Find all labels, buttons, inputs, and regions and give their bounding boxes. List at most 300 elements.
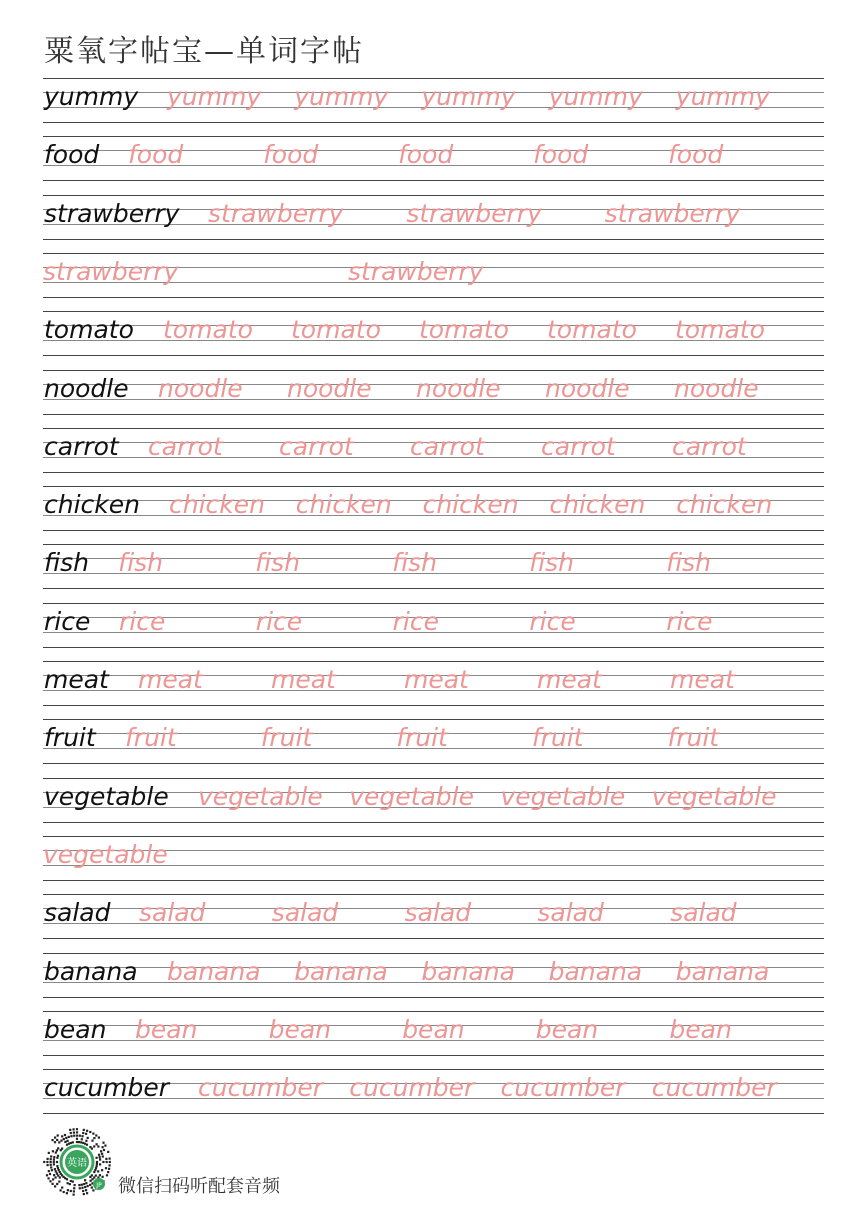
qr-dot xyxy=(57,1147,59,1149)
qr-dot xyxy=(109,1161,111,1163)
trace-word: fish xyxy=(255,548,301,578)
ruled-line xyxy=(43,1011,824,1012)
ruled-line xyxy=(43,180,824,181)
model-word: tomato xyxy=(44,315,134,345)
ruled-line xyxy=(43,253,824,254)
qr-dot xyxy=(96,1165,98,1167)
qr-dot xyxy=(53,1156,55,1158)
qr-dot xyxy=(54,1185,56,1187)
trace-word: noodle xyxy=(674,373,759,403)
trace-word: food xyxy=(668,140,724,170)
ruled-line xyxy=(43,1055,824,1056)
qr-dot xyxy=(68,1143,70,1145)
qr-badge-label: 英语 xyxy=(67,1158,87,1169)
trace-word: yummy xyxy=(294,82,389,111)
qr-dot xyxy=(70,1142,72,1144)
trace-word: yummy xyxy=(548,82,643,111)
qr-dot xyxy=(99,1174,101,1176)
qr-dot xyxy=(83,1193,85,1195)
qr-dot xyxy=(53,1161,55,1163)
qr-dot xyxy=(56,1139,58,1141)
ruled-line xyxy=(43,486,824,487)
qr-dot xyxy=(93,1145,95,1147)
qr-dot xyxy=(81,1135,83,1137)
trace-word: tomato xyxy=(291,315,381,345)
qr-dot xyxy=(106,1161,108,1163)
model-word: bean xyxy=(44,1014,107,1044)
qr-dot xyxy=(93,1137,95,1139)
practice-row xyxy=(43,1069,824,1113)
trace-word: bean xyxy=(268,1014,332,1044)
practice-row xyxy=(43,486,824,530)
qr-dot xyxy=(66,1144,68,1146)
qr-dot xyxy=(97,1170,99,1172)
qr-dot xyxy=(49,1180,51,1182)
qr-dot xyxy=(69,1183,71,1185)
qr-dot xyxy=(53,1159,55,1161)
qr-dot xyxy=(61,1135,63,1137)
qr-dot xyxy=(96,1163,98,1165)
ruled-line xyxy=(43,953,824,954)
qr-dot xyxy=(94,1169,96,1171)
qr-dot xyxy=(56,1165,58,1167)
qr-dot xyxy=(70,1132,72,1134)
trace-word: strawberry xyxy=(604,198,741,228)
page-title: 粟氧字帖宝—单词字帖 xyxy=(44,34,364,69)
qr-dot xyxy=(73,1135,75,1137)
qr-dot xyxy=(65,1137,67,1139)
ruled-line xyxy=(43,297,824,298)
ruled-line xyxy=(43,239,824,240)
qr-dot xyxy=(91,1187,93,1189)
practice-row xyxy=(43,544,824,588)
ruled-line xyxy=(43,938,824,939)
qr-dot xyxy=(50,1158,52,1160)
qr-dot xyxy=(91,1140,93,1142)
qr-dot xyxy=(103,1149,105,1151)
model-word: strawberry xyxy=(44,198,180,228)
ruled-line xyxy=(43,1069,824,1070)
trace-word: vegetable xyxy=(198,781,323,811)
practice-row xyxy=(43,370,824,414)
trace-word: yummy xyxy=(675,82,770,111)
qr-dot xyxy=(69,1129,71,1131)
trace-word: noodle xyxy=(158,373,243,403)
trace-word: cucumber xyxy=(198,1073,324,1103)
qr-dot xyxy=(85,1133,87,1135)
model-word: rice xyxy=(44,606,91,636)
qr-dot xyxy=(102,1155,104,1157)
qr-dot xyxy=(73,1132,75,1134)
trace-word: carrot xyxy=(541,431,616,461)
trace-word: bean xyxy=(535,1014,599,1044)
qr-dot xyxy=(85,1182,87,1184)
trace-word: vegetable xyxy=(43,839,168,869)
qr-dot xyxy=(66,1192,68,1194)
trace-word: vegetable xyxy=(349,781,474,811)
practice-row xyxy=(43,1011,824,1055)
qr-dot xyxy=(81,1184,83,1186)
qr-dot xyxy=(84,1179,86,1181)
trace-word: fish xyxy=(529,548,575,578)
practice-row xyxy=(43,253,824,297)
qr-dot xyxy=(53,1174,55,1176)
ruled-line xyxy=(43,822,824,823)
qr-dot xyxy=(54,1141,56,1143)
qr-dot xyxy=(53,1163,55,1165)
qr-dot xyxy=(48,1177,50,1179)
qr-dot xyxy=(56,1157,58,1159)
qr-dot xyxy=(73,1190,75,1192)
trace-word: food xyxy=(398,140,454,170)
qr-dot xyxy=(59,1171,61,1173)
qr-dot xyxy=(109,1164,111,1166)
qr-dot xyxy=(81,1187,83,1189)
qr-dot xyxy=(79,1135,81,1137)
qr-dot xyxy=(108,1168,110,1170)
trace-word: rice xyxy=(255,606,303,636)
qr-dot xyxy=(78,1141,80,1143)
trace-word: carrot xyxy=(148,431,223,461)
qr-code-icon[interactable] xyxy=(40,1126,116,1200)
ruled-line xyxy=(43,428,824,429)
qr-dot xyxy=(56,1149,58,1151)
qr-dot xyxy=(109,1158,111,1160)
qr-dot xyxy=(58,1141,60,1143)
ruled-line xyxy=(43,370,824,371)
ruled-line xyxy=(43,78,824,79)
trace-word: chicken xyxy=(422,490,519,520)
qr-dot xyxy=(81,1138,83,1140)
trace-word: chicken xyxy=(549,490,646,520)
trace-word: carrot xyxy=(672,431,747,461)
qr-dot xyxy=(82,1190,84,1192)
qr-dot xyxy=(84,1143,86,1145)
trace-word: meat xyxy=(670,665,735,694)
ruled-line xyxy=(43,719,824,720)
qr-dot xyxy=(73,1128,75,1130)
qr-dot xyxy=(63,1138,65,1140)
trace-word: chicken xyxy=(295,490,392,520)
trace-word: banana xyxy=(167,956,261,986)
trace-word: salad xyxy=(139,898,206,928)
qr-dot xyxy=(49,1173,51,1175)
qr-dot xyxy=(51,1169,53,1171)
practice-row xyxy=(43,428,824,472)
qr-dot xyxy=(73,1187,75,1189)
qr-dot xyxy=(54,1168,56,1170)
trace-word: salad xyxy=(537,898,604,928)
qr-dot xyxy=(48,1170,50,1172)
ruled-line xyxy=(43,355,824,356)
trace-word: fruit xyxy=(531,723,584,753)
practice-row xyxy=(43,78,824,122)
qr-dot xyxy=(76,1131,78,1133)
qr-dot xyxy=(64,1134,66,1136)
qr-dot xyxy=(82,1132,84,1134)
qr-dot xyxy=(52,1139,54,1141)
footer xyxy=(40,1126,340,1200)
qr-dot xyxy=(107,1171,109,1173)
qr-dot xyxy=(102,1161,104,1163)
qr-dot xyxy=(57,1134,59,1136)
model-word: salad xyxy=(44,898,111,928)
model-word: carrot xyxy=(44,431,119,461)
ruled-line xyxy=(43,836,824,837)
qr-dot xyxy=(74,1184,76,1186)
qr-dot xyxy=(70,1180,72,1182)
qr-dot xyxy=(100,1150,102,1152)
practice-row xyxy=(43,661,824,705)
trace-word: rice xyxy=(529,606,576,636)
qr-dot xyxy=(92,1189,94,1191)
qr-dot xyxy=(90,1180,92,1182)
qr-dot xyxy=(85,1140,87,1142)
qr-dot xyxy=(57,1155,59,1157)
qr-dot xyxy=(89,1184,91,1186)
qr-dot xyxy=(76,1138,78,1140)
trace-word: rice xyxy=(119,606,166,636)
practice-row xyxy=(43,603,824,647)
qr-dot xyxy=(83,1183,85,1185)
qr-dot xyxy=(93,1171,95,1173)
ruled-line xyxy=(43,647,824,648)
ruled-line xyxy=(43,544,824,545)
ruled-line xyxy=(43,661,824,662)
trace-word: bean xyxy=(669,1014,732,1044)
trace-word: noodle xyxy=(416,373,501,403)
trace-word: strawberry xyxy=(348,256,484,286)
qr-dot xyxy=(96,1143,98,1145)
trace-word: carrot xyxy=(410,431,485,461)
trace-word: fruit xyxy=(260,723,313,753)
qr-dot xyxy=(61,1148,63,1150)
qr-dot xyxy=(55,1170,57,1172)
qr-dot xyxy=(47,1164,49,1166)
qr-dot xyxy=(89,1176,91,1178)
qr-dot xyxy=(95,1175,97,1177)
ruled-line xyxy=(43,414,824,415)
qr-dot xyxy=(80,1141,82,1143)
qr-dot xyxy=(58,1169,60,1171)
trace-word: fruit xyxy=(396,723,448,753)
qr-dot xyxy=(59,1176,61,1178)
qr-dot xyxy=(50,1166,52,1168)
qr-dot xyxy=(43,1161,45,1163)
qr-dot xyxy=(82,1142,84,1144)
qr-dot xyxy=(67,1189,69,1191)
qr-dot xyxy=(50,1155,52,1157)
trace-word: strawberry xyxy=(43,256,179,286)
qr-dot xyxy=(70,1135,72,1137)
trace-word: banana xyxy=(294,956,388,986)
qr-dot xyxy=(91,1148,93,1150)
trace-word: bean xyxy=(135,1014,198,1044)
model-word: cucumber xyxy=(44,1073,170,1103)
ruled-line xyxy=(43,472,824,473)
qr-dot xyxy=(85,1189,87,1191)
qr-dot xyxy=(96,1157,98,1159)
trace-word: tomato xyxy=(419,315,509,345)
trace-word: strawberry xyxy=(406,198,542,228)
qr-dot xyxy=(63,1191,65,1193)
trace-word: fruit xyxy=(125,723,177,753)
qr-dot xyxy=(50,1161,52,1163)
trace-word: chicken xyxy=(676,490,773,520)
trace-word: cucumber xyxy=(651,1073,777,1103)
practice-row xyxy=(43,836,824,880)
qr-dot xyxy=(56,1183,58,1185)
trace-word: food xyxy=(128,140,184,170)
qr-dot xyxy=(68,1136,70,1138)
ruled-line xyxy=(43,136,824,137)
qr-dot xyxy=(48,1152,50,1154)
qr-dot xyxy=(58,1181,60,1183)
qr-dot xyxy=(54,1137,56,1139)
qr-dot xyxy=(76,1135,78,1137)
ruled-line xyxy=(43,705,824,706)
ruled-line xyxy=(43,778,824,779)
trace-word: noodle xyxy=(287,373,372,403)
qr-dot xyxy=(83,1129,85,1131)
trace-word: meat xyxy=(271,665,336,694)
model-word: chicken xyxy=(44,490,140,520)
trace-word: vegetable xyxy=(500,781,626,811)
trace-word: yummy xyxy=(167,82,262,111)
ruled-line xyxy=(43,880,824,881)
trace-word: noodle xyxy=(545,373,630,403)
model-word: banana xyxy=(44,956,138,986)
trace-word: food xyxy=(263,140,319,170)
trace-word: meat xyxy=(537,665,602,694)
qr-dot xyxy=(98,1154,100,1156)
qr-dot xyxy=(50,1164,52,1166)
qr-dot xyxy=(99,1159,101,1161)
qr-dot xyxy=(61,1187,63,1189)
ruled-line xyxy=(43,894,824,895)
qr-dot xyxy=(57,1167,59,1169)
ruled-line xyxy=(43,530,824,531)
trace-word: cucumber xyxy=(349,1073,475,1103)
ruled-line xyxy=(43,763,824,764)
ruled-line xyxy=(43,603,824,604)
qr-dot xyxy=(102,1146,104,1148)
qr-dot xyxy=(56,1173,58,1175)
qr-dot xyxy=(96,1161,98,1163)
ruled-line xyxy=(43,588,824,589)
qr-dot xyxy=(89,1131,91,1133)
footer-caption: 微信扫码听配套音频 xyxy=(118,1176,280,1197)
practice-row xyxy=(43,894,824,938)
trace-word: fish xyxy=(118,548,164,578)
qr-dot xyxy=(99,1163,101,1165)
qr-dot xyxy=(95,1167,97,1169)
trace-word: yummy xyxy=(421,82,516,111)
trace-word: chicken xyxy=(169,490,265,520)
trace-word: carrot xyxy=(279,431,354,461)
qr-dot xyxy=(46,1161,48,1163)
trace-word: salad xyxy=(670,898,737,928)
qr-dot xyxy=(57,1175,59,1177)
trace-word: banana xyxy=(421,956,515,986)
qr-dot xyxy=(52,1183,54,1185)
qr-dot xyxy=(87,1185,89,1187)
qr-dot xyxy=(91,1178,93,1180)
ruled-line xyxy=(43,1113,824,1114)
model-word: noodle xyxy=(44,373,129,403)
trace-word: bean xyxy=(402,1014,465,1044)
trace-word: tomato xyxy=(163,315,253,345)
practice-row xyxy=(43,719,824,763)
qr-dot xyxy=(47,1158,49,1160)
qr-dot xyxy=(106,1174,108,1176)
model-word: food xyxy=(44,140,100,170)
ruled-line xyxy=(43,195,824,196)
qr-dot xyxy=(52,1150,54,1152)
qr-dot xyxy=(78,1184,80,1186)
model-word: meat xyxy=(44,665,109,694)
qr-dot xyxy=(101,1153,103,1155)
trace-word: fish xyxy=(392,548,438,578)
trace-word: fish xyxy=(666,548,712,578)
qr-dot xyxy=(107,1151,109,1153)
model-word: fish xyxy=(44,548,90,578)
trace-word: fruit xyxy=(667,723,720,753)
qr-dot xyxy=(64,1141,66,1143)
model-word: fruit xyxy=(44,723,96,753)
trace-word: food xyxy=(533,140,589,170)
practice-row xyxy=(43,311,824,355)
practice-row xyxy=(43,953,824,997)
practice-row xyxy=(43,195,824,239)
qr-dot xyxy=(86,1192,88,1194)
ruled-line xyxy=(43,997,824,998)
practice-row xyxy=(43,778,824,822)
trace-word: vegetable xyxy=(651,781,777,811)
ruled-line xyxy=(43,311,824,312)
model-word: yummy xyxy=(44,82,139,111)
qr-corner-label: JP xyxy=(96,1182,102,1189)
ruled-line xyxy=(43,122,824,123)
trace-word: tomato xyxy=(675,315,765,345)
trace-word: rice xyxy=(666,606,713,636)
qr-dot xyxy=(101,1169,103,1171)
qr-dot xyxy=(56,1161,58,1163)
trace-word: salad xyxy=(271,898,339,928)
qr-dot xyxy=(102,1176,104,1178)
trace-word: meat xyxy=(138,665,203,694)
qr-dot xyxy=(46,1174,48,1176)
trace-word: tomato xyxy=(547,315,637,345)
qr-dot xyxy=(55,1152,57,1154)
qr-dot xyxy=(60,1140,62,1142)
trace-word: banana xyxy=(548,956,643,986)
qr-dot xyxy=(79,1187,81,1189)
trace-word: cucumber xyxy=(500,1073,626,1103)
qr-dot xyxy=(73,1194,75,1196)
trace-word: banana xyxy=(675,956,770,986)
qr-dot xyxy=(76,1128,78,1130)
qr-dot xyxy=(55,1176,57,1178)
trace-word: salad xyxy=(404,898,472,928)
qr-dot xyxy=(97,1145,99,1147)
trace-word: strawberry xyxy=(208,198,344,228)
trace-word: meat xyxy=(404,665,469,694)
qr-dot xyxy=(76,1141,78,1143)
model-word: vegetable xyxy=(44,781,169,811)
trace-word: rice xyxy=(392,606,439,636)
qr-dot xyxy=(86,1130,88,1132)
